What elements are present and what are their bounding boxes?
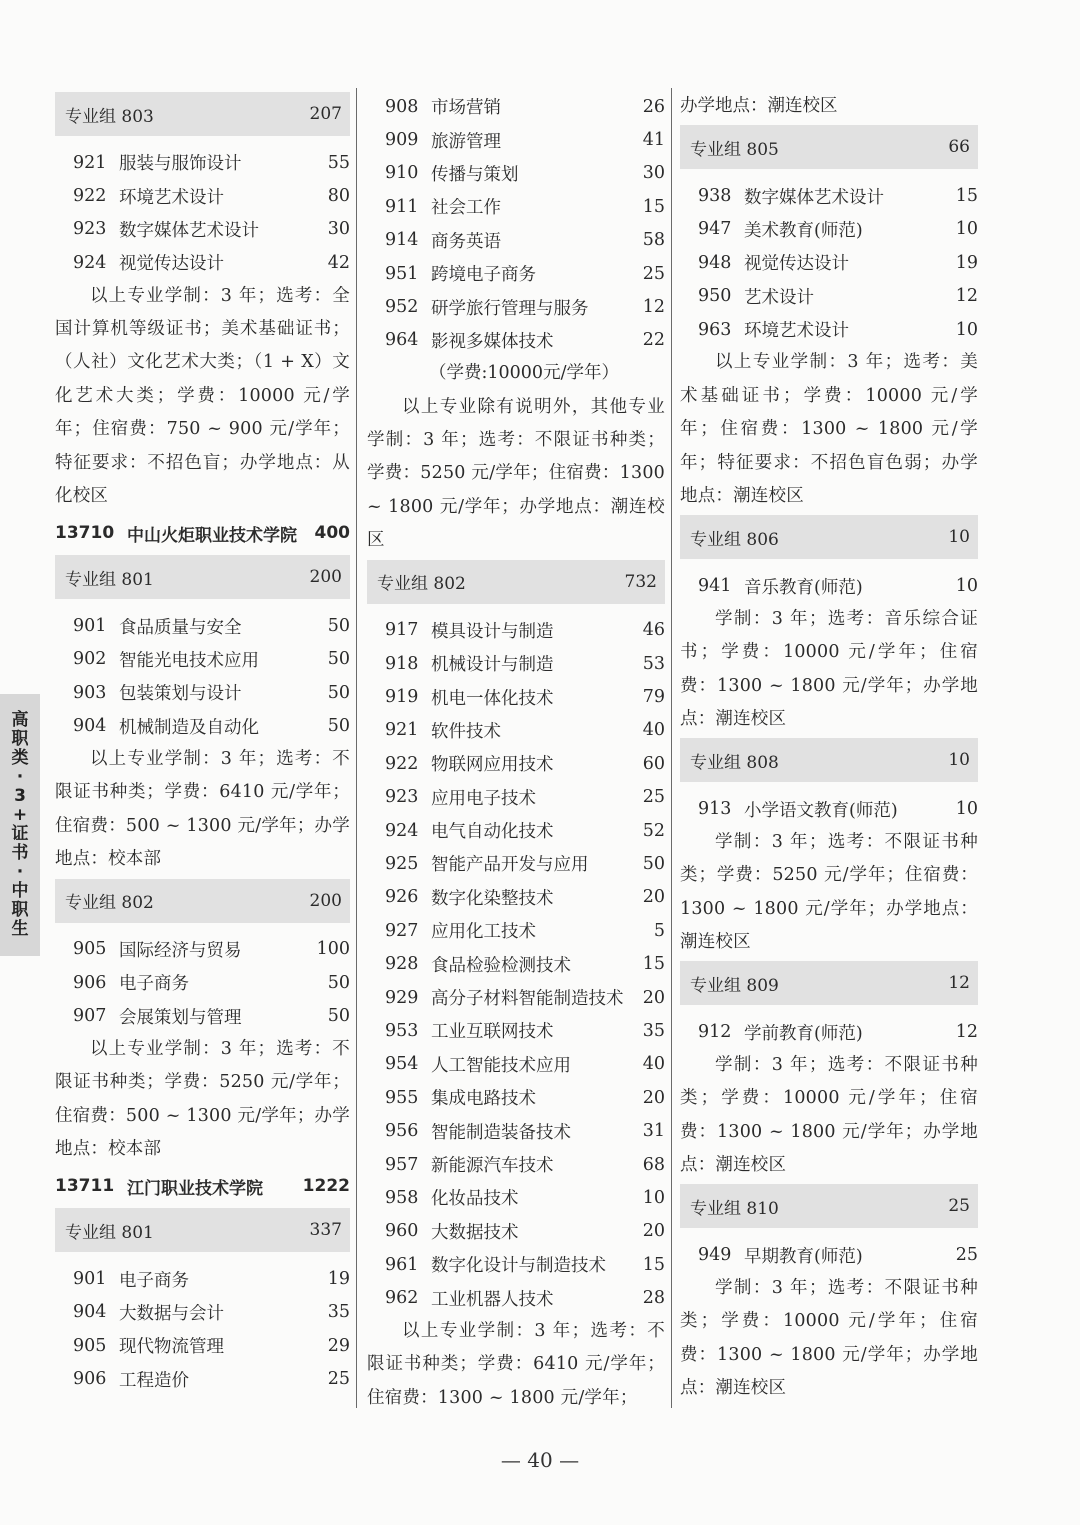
major-quota: 22 [642,330,665,351]
major-row [55,643,350,676]
major-name: 工业互联网技术 [431,1022,554,1043]
group-count: 66 [948,137,970,158]
major-quota: 25 [642,263,665,284]
major-code: 938 [698,186,732,207]
major-quota: 40 [642,720,665,741]
group-count: 207 [309,104,342,124]
notes-text: 学制：3 年；选考：不限证书种类；学费：10000 元/学年；住宿费：1300 ~ 1800 元/学年；办学地点：潮连校区 [680,1277,978,1399]
major-name: 电子商务 [119,1270,189,1291]
group-header [55,92,350,136]
group-label: 专业组 802 [65,893,154,914]
column-divider [356,88,357,1408]
major-quota: 15 [642,196,665,217]
major-row [367,324,665,357]
major-row [55,999,350,1032]
major-quota: 55 [327,152,350,173]
group-header [367,560,665,604]
major-name: 工业机器人技术 [431,1289,554,1310]
major-quota: 10 [642,1187,665,1208]
group-notes [680,826,978,960]
major-code: 954 [385,1054,419,1075]
major-code: 901 [73,1269,107,1290]
group-notes [55,280,350,514]
major-quota: 20 [642,987,665,1008]
major-code: 910 [385,163,419,184]
group-label: 专业组 801 [65,569,154,590]
major-quota: 25 [955,1245,978,1266]
major-name: 市场营销 [431,98,501,119]
notes-text: 以上专业学制：3 年；选考：不限证书种类；学费：6410 元/学年；住宿费：500 ~ 1300 元/学年；办学地点：校本部 [55,748,350,870]
major-row [367,1248,665,1281]
major-name: 工程造价 [119,1370,189,1391]
major-row [55,1329,350,1362]
major-row [55,1262,350,1295]
major-name: 早期教育(师范) [744,1246,863,1267]
group-label: 专业组 810 [690,1198,779,1219]
major-name: 应用化工技术 [431,922,536,943]
side-tab-char: · [16,862,24,882]
major-code: 953 [385,1020,419,1041]
major-name: 社会工作 [431,198,501,219]
major-name: 视觉传达设计 [744,254,849,275]
group-count: 10 [948,527,970,548]
major-row [680,1015,978,1048]
side-tab-char: · [16,767,24,787]
side-tab-char: 职 [11,900,29,920]
group-count: 732 [624,571,657,592]
school-quota: 400 [314,523,350,544]
major-quota: 35 [327,1302,350,1323]
major-code: 951 [385,263,419,284]
major-name: 机电一体化技术 [431,688,554,709]
major-code: 913 [698,799,732,820]
major-name: 美术教育(师范) [744,220,863,241]
major-quota: 31 [642,1121,665,1142]
major-row [367,814,665,847]
major-name: 软件技术 [431,721,501,742]
major-name: 服装与服饰设计 [119,154,242,175]
major-quota: 46 [642,620,665,641]
major-code: 901 [73,616,107,637]
major-code: 957 [385,1154,419,1175]
group-label: 专业组 806 [690,529,779,550]
side-tab-char: 类 [11,748,29,768]
side-tab-char: 生 [11,919,29,939]
major-code: 905 [73,939,107,960]
school-name: 中山火炬职业技术学院 [127,525,297,546]
major-row [367,647,665,680]
group-notes [55,1033,350,1167]
major-name: 商务英语 [431,231,501,252]
notes-text: 以上专业学制：3 年；选考：美术基础证书；学费：10000 元/学年；住宿费：1300 ~ 1800 元/学年；特征要求：不招色盲色弱；办学地点：潮连校区 [680,352,978,506]
major-name: 食品质量与安全 [119,617,242,638]
major-quota: 12 [955,1022,978,1043]
major-row [55,146,350,179]
column-right [680,90,978,1405]
major-name: 传播与策划 [431,164,519,185]
major-quota: 52 [642,820,665,841]
major-quota: 30 [327,219,350,240]
notes-text: 以上专业除有说明外，其他专业学制：3 年；选考：不限证书种类；学费：5250 元/学年；住宿费：1300 ~ 1800 元/学年；办学地点：潮连校区 [367,396,665,551]
major-name: 机械制造及自动化 [119,717,259,738]
major-name: 研学旅行管理与服务 [431,298,589,319]
side-tab-char: 证 [11,824,29,844]
major-name: 物联网应用技术 [431,755,554,776]
major-quota: 26 [642,96,665,117]
major-code: 956 [385,1121,419,1142]
major-row [367,1281,665,1314]
group-count: 200 [309,890,342,911]
major-row [367,1148,665,1181]
major-code: 906 [73,972,107,993]
group-header [680,125,978,169]
major-row [680,280,978,313]
major-name: 影视多媒体技术 [431,331,554,352]
group-count: 337 [309,1220,342,1241]
major-quota: 15 [642,954,665,975]
major-row [367,1048,665,1081]
major-row [55,676,350,709]
major-row [680,1238,978,1271]
major-quota: 25 [327,1369,350,1390]
major-row [367,257,665,290]
group-notes [680,603,978,737]
group-header [680,961,978,1005]
major-quota: 28 [642,1288,665,1309]
group-count: 200 [309,567,342,588]
side-tab-char: 3 [14,786,26,806]
major-name: 模具设计与制造 [431,621,554,642]
major-code: 964 [385,330,419,351]
major-code: 906 [73,1369,107,1390]
major-name: 大数据与会计 [119,1303,224,1324]
group-notes [367,1315,665,1415]
major-row [367,290,665,323]
major-row [367,747,665,780]
group-label: 专业组 802 [377,574,466,595]
major-code: 924 [73,252,107,273]
major-name: 智能光电技术应用 [119,650,259,671]
major-quota: 53 [642,653,665,674]
major-name: 电气自动化技术 [431,822,554,843]
group-header [680,1184,978,1228]
school-quota: 1222 [302,1176,350,1197]
major-row [680,569,978,602]
major-name: 高分子材料智能制造技术 [431,989,624,1010]
major-code: 952 [385,297,419,318]
major-code: 958 [385,1187,419,1208]
major-row [367,914,665,947]
group-label: 专业组 808 [690,752,779,773]
group-count: 25 [948,1196,970,1217]
group-label: 专业组 803 [65,106,154,127]
major-code: 904 [73,1302,107,1323]
group-notes [680,1049,978,1183]
major-code: 941 [698,576,732,597]
major-code: 929 [385,987,419,1008]
major-quota: 80 [327,186,350,207]
major-name: 现代物流管理 [119,1337,224,1358]
major-name: 数字化染整技术 [431,888,554,909]
major-code: 909 [385,130,419,151]
major-row [55,1363,350,1396]
major-row [55,179,350,212]
school-code: 13711 [55,1176,115,1197]
major-code: 924 [385,820,419,841]
major-row [367,1215,665,1248]
major-row [367,881,665,914]
group-count: 10 [948,750,970,771]
major-code: 923 [73,219,107,240]
major-row [55,609,350,642]
major-quota: 50 [327,616,350,637]
major-quota: 30 [642,163,665,184]
side-tab-char: + [12,805,28,825]
major-name: 大数据技术 [431,1222,519,1243]
school-header [55,515,350,551]
side-section-tab [0,694,40,956]
major-code: 927 [385,920,419,941]
major-quota: 15 [955,186,978,207]
major-quota: 68 [642,1154,665,1175]
major-code: 902 [73,649,107,670]
major-row [367,157,665,190]
major-row [367,614,665,647]
major-code: 908 [385,96,419,117]
major-name: 环境艺术设计 [744,321,849,342]
major-code: 963 [698,319,732,340]
major-row [367,1181,665,1214]
group-header [55,1208,350,1252]
group-label: 专业组 805 [690,139,779,160]
major-row [367,1114,665,1147]
major-name: 人工智能技术应用 [431,1055,571,1076]
major-code: 926 [385,887,419,908]
major-code: 960 [385,1221,419,1242]
major-name: 视觉传达设计 [119,254,224,275]
major-row [680,313,978,346]
major-code: 962 [385,1288,419,1309]
major-quota: 10 [955,319,978,340]
major-code: 904 [73,716,107,737]
major-row [55,710,350,743]
major-code: 949 [698,1245,732,1266]
major-name: 化妆品技术 [431,1189,519,1210]
group-label: 专业组 801 [65,1222,154,1243]
major-code: 947 [698,219,732,240]
major-row [367,714,665,747]
major-row [367,981,665,1014]
major-code: 907 [73,1006,107,1027]
major-name: 食品检验检测技术 [431,955,571,976]
major-name: 应用电子技术 [431,788,536,809]
major-name: 艺术设计 [744,287,814,308]
notes-text: 学制：3 年；选考：不限证书种类；学费：5250 元/学年；住宿费：1300 ~ 1800 元/学年；办学地点：潮连校区 [680,831,978,953]
major-code: 912 [698,1022,732,1043]
major-row [680,213,978,246]
major-quota: 42 [327,252,350,273]
major-name: 国际经济与贸易 [119,940,242,961]
major-code: 921 [73,152,107,173]
major-row [55,1296,350,1329]
group-notes [367,391,665,558]
major-row [55,246,350,279]
major-name: 数字化设计与制造技术 [431,1256,606,1277]
major-name: 音乐教育(师范) [744,577,863,598]
column-middle [367,90,665,1415]
major-name: 智能制造装备技术 [431,1122,571,1143]
major-quota: 20 [642,1087,665,1108]
column-divider [671,88,672,1408]
major-code: 922 [73,186,107,207]
major-row [367,781,665,814]
group-header [55,555,350,599]
major-code: 919 [385,687,419,708]
major-quota: 5 [653,920,665,941]
major-code: 922 [385,753,419,774]
major-quota: 25 [642,787,665,808]
major-row [367,847,665,880]
major-code: 903 [73,682,107,703]
group-notes [55,743,350,877]
side-tab-char: 书 [11,843,29,863]
side-tab-char: 中 [11,881,29,901]
notes-text: 学制：3 年；选考：不限证书种类；学费：10000 元/学年；住宿费：1300 ~ 1800 元/学年；办学地点：潮连校区 [680,1054,978,1176]
major-row [367,947,665,980]
major-quota: 60 [642,753,665,774]
notes-text: 学制：3 年；选考：音乐综合证书；学费：10000 元/学年；住宿费：1300 ~ 1800 元/学年；办学地点：潮连校区 [680,608,978,729]
major-name: 数字媒体艺术设计 [744,187,884,208]
major-name: 机械设计与制造 [431,655,554,676]
major-code: 905 [73,1335,107,1356]
continued-text: 办学地点：潮连校区 [680,96,838,116]
major-code: 918 [385,653,419,674]
major-row [367,123,665,156]
major-quota: 20 [642,1221,665,1242]
major-code: 921 [385,720,419,741]
group-notes [680,1272,978,1406]
major-row [680,246,978,279]
major-name: 跨境电子商务 [431,265,536,286]
major-row [55,966,350,999]
major-row [680,179,978,212]
major-code: 923 [385,787,419,808]
major-code: 955 [385,1087,419,1108]
major-quota: 12 [642,297,665,318]
major-quota: 50 [327,1006,350,1027]
school-name: 江门职业技术学院 [127,1178,263,1199]
school-header [55,1168,350,1204]
major-code: 911 [385,196,419,217]
group-header [680,738,978,782]
major-quota: 12 [955,286,978,307]
major-row [55,933,350,966]
major-code: 925 [385,853,419,874]
major-row [680,792,978,825]
group-count: 12 [948,973,970,994]
major-quota: 50 [642,853,665,874]
major-quota: 19 [327,1269,350,1290]
major-quota: 50 [327,972,350,993]
major-row [367,1081,665,1114]
major-quota: 10 [955,219,978,240]
notes-text: 以上专业学制：3 年；选考：全国计算机等级证书；美术基础证书；（人社）文化艺术大类；（1 + X）文化艺术大类；学费：10000 元/学年；住宿费：750 ~ 900 元/学年；特征要求：不招色盲；办学地点：从化校区 [55,285,350,506]
major-quota: 29 [327,1335,350,1356]
notes-text: 以上专业学制：3 年；选考：不限证书种类；学费：6410 元/学年；住宿费：1300 ~ 1800 元/学年； [367,1320,665,1408]
major-code: 961 [385,1254,419,1275]
major-quota: 10 [955,799,978,820]
major-quota: 50 [327,716,350,737]
major-quota: 79 [642,687,665,708]
major-quota: 15 [642,1254,665,1275]
major-name: 电子商务 [119,974,189,995]
major-row [367,224,665,257]
major-quota: 40 [642,1054,665,1075]
column-left [55,90,350,1396]
major-name: 数字媒体艺术设计 [119,220,259,241]
major-code: 914 [385,230,419,251]
notes-text: 以上专业学制：3 年；选考：不限证书种类；学费：5250 元/学年；住宿费：500 ~ 1300 元/学年；办学地点：校本部 [55,1038,350,1159]
major-name: 旅游管理 [431,131,501,152]
major-name: 会展策划与管理 [119,1007,242,1028]
major-name: 新能源汽车技术 [431,1156,554,1176]
major-code: 917 [385,620,419,641]
major-quota: 50 [327,682,350,703]
major-quota: 10 [955,576,978,597]
major-code: 948 [698,252,732,273]
side-tab-char: 高 [11,710,29,730]
fee-note: （学费:10000元/学年） [429,363,619,384]
major-quota: 20 [642,887,665,908]
major-name: 环境艺术设计 [119,187,224,208]
group-header [55,879,350,923]
major-name: 学前教育(师范) [744,1023,863,1044]
major-quota: 50 [327,649,350,670]
major-name: 智能产品开发与应用 [431,855,589,876]
major-name: 集成电路技术 [431,1089,536,1110]
major-row [367,680,665,713]
group-header [680,515,978,559]
school-code: 13710 [55,523,115,544]
major-quota: 35 [642,1020,665,1041]
major-quota: 19 [955,252,978,273]
major-quota: 100 [316,939,350,960]
group-notes [680,346,978,513]
major-name: 小学语文教育(师范) [744,800,898,821]
group-label: 专业组 809 [690,975,779,996]
major-code: 950 [698,286,732,307]
major-name: 包装策划与设计 [119,684,242,705]
side-tab-char: 职 [11,729,29,749]
major-code: 928 [385,954,419,975]
major-row [367,90,665,123]
major-row [55,213,350,246]
major-quota: 58 [642,230,665,251]
page-number: — 40 — [500,1448,580,1472]
major-row [367,190,665,223]
major-row [367,1014,665,1047]
major-quota: 41 [642,130,665,151]
